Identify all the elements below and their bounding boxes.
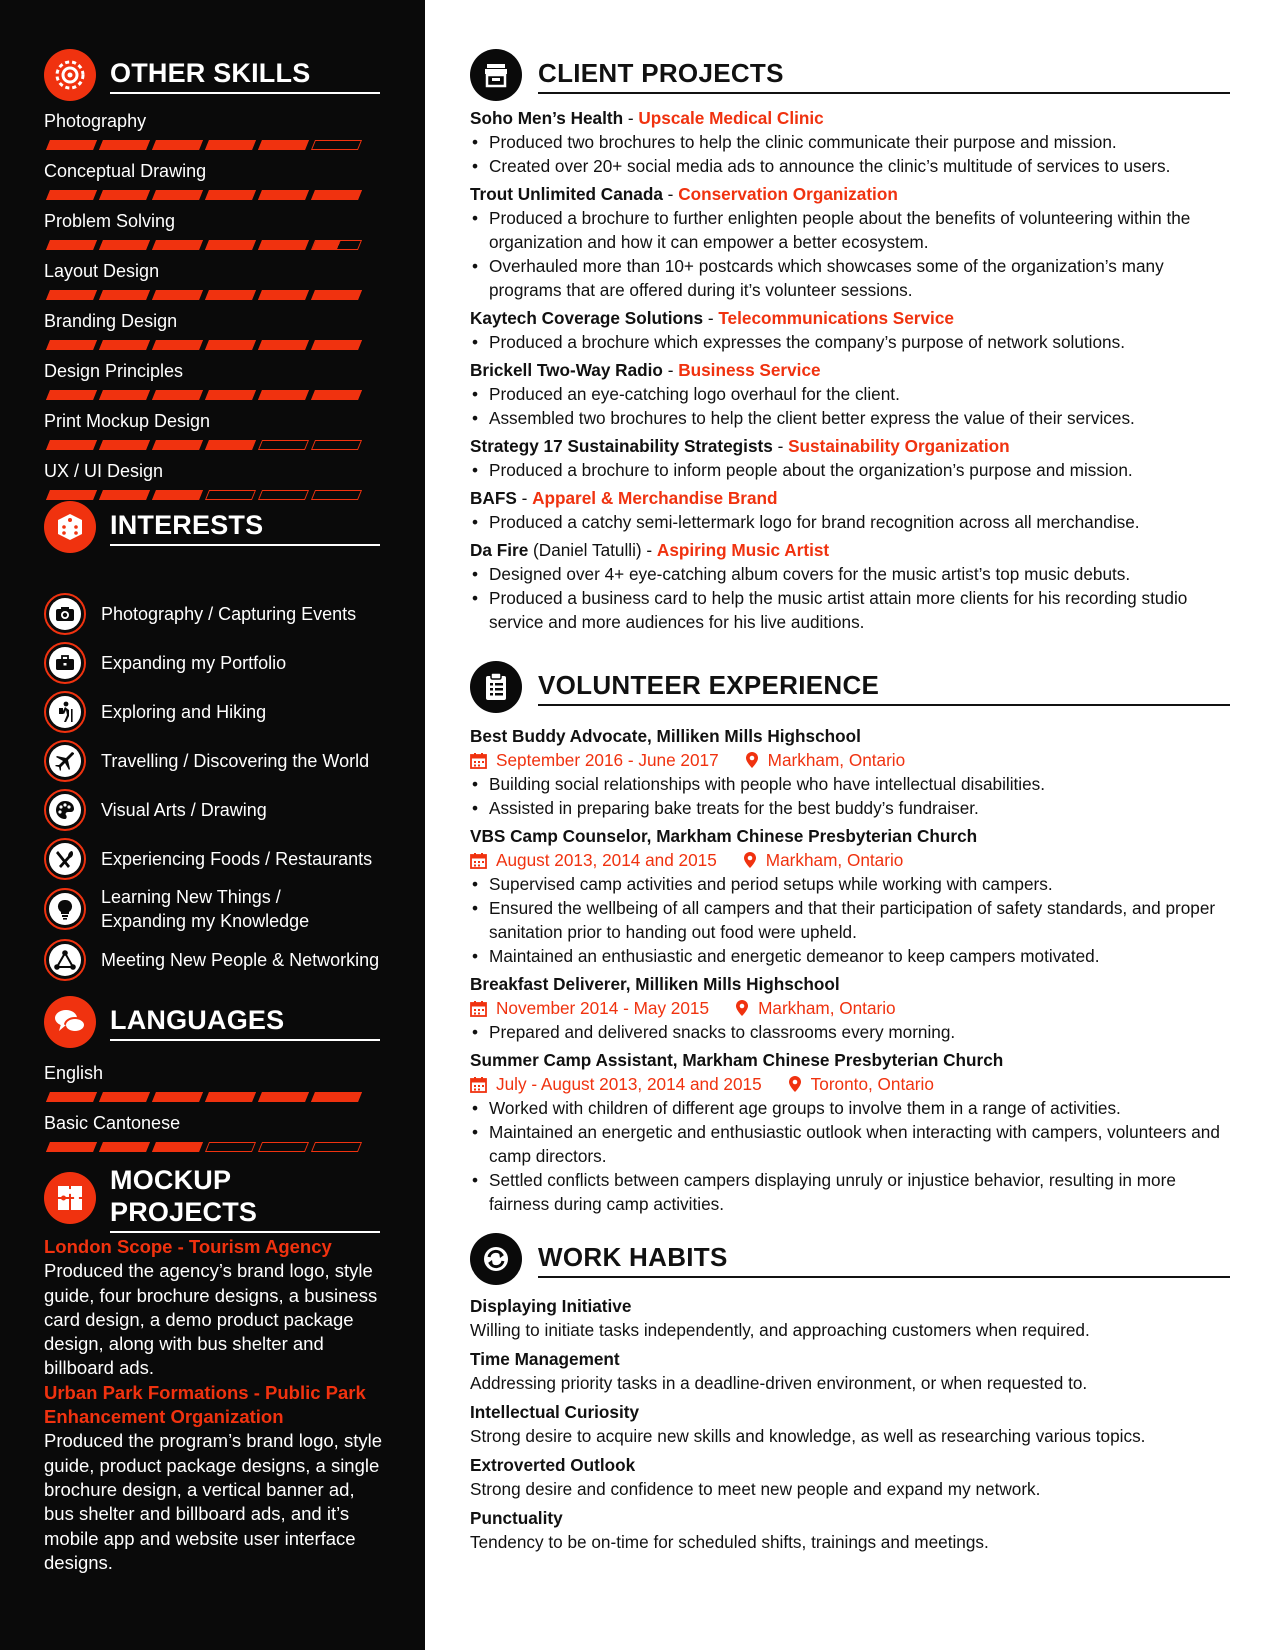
skill-level-segment: [205, 290, 256, 300]
volunteer-date-text: November 2014 - May 2015: [496, 998, 710, 1018]
skill-level-segment: [205, 190, 256, 200]
bullet-item: • Ensured the wellbeing of all campers and that their participation of safety standards, and proper sanitation prior to handing out food were upheld.: [470, 896, 1230, 944]
mockup-item: [44, 1235, 384, 1381]
bullet-list: [470, 1020, 1230, 1044]
bullet-item: • Produced two brochures to help the clinic communicate their purpose and mission.: [470, 130, 1230, 154]
interests-header: [44, 500, 380, 554]
mockup-desc: Produced the program’s brand logo, style guide, product package designs, a single brochure design, a vertical banner ad, bus shelter and billboard ads, and it’s mobile app and website user interface designs.: [44, 1430, 382, 1573]
bullet-item: • Assembled two brochures to help the client better express the value of their services.: [470, 406, 1230, 430]
skill-level-segment: [311, 240, 362, 250]
skill-level-bar: [44, 1092, 380, 1102]
work-habit-entry: [470, 1400, 1230, 1448]
client-project-heading: [470, 182, 1230, 206]
airplane-icon: [44, 740, 86, 782]
puzzle-icon: [44, 1172, 96, 1224]
interest-item: [44, 935, 384, 984]
client-category: Aspiring Music Artist: [656, 540, 830, 560]
skill-level-bar: [44, 190, 380, 200]
mockup-projects-header: [44, 1164, 380, 1227]
client-project-heading: [470, 358, 1230, 382]
volunteer-location-text: Markham, Ontario: [765, 850, 904, 870]
client-project-entry: [470, 358, 1230, 430]
skill-level-segment: [152, 340, 203, 350]
volunteer-date-text: August 2013, 2014 and 2015: [496, 850, 717, 870]
volunteer-date: [470, 996, 709, 1020]
client-category: Sustainability Organization: [788, 436, 1010, 456]
work-habit-desc: Strong desire to acquire new skills and knowledge, as well as researching various topics.: [470, 1426, 1146, 1446]
interest-item: [44, 687, 384, 736]
skill-level-segment: [205, 440, 256, 450]
client-project-heading: [470, 486, 1230, 510]
skill-item: [44, 110, 380, 160]
client-project-heading: [470, 306, 1230, 330]
volunteer-meta: [470, 748, 1230, 772]
volunteer-date: [470, 748, 719, 772]
interest-label: Travelling / Discovering the World: [101, 750, 370, 771]
client-name: Trout Unlimited Canada: [470, 184, 663, 204]
location-pin-icon: [735, 999, 758, 1017]
skill-item: [44, 210, 380, 260]
skill-level-segment: [205, 1092, 256, 1102]
skill-level-bar: [44, 1142, 380, 1152]
client-category: Upscale Medical Clinic: [638, 108, 824, 128]
briefcase-icon: [44, 642, 86, 684]
volunteer-title: VOLUNTEER EXPERIENCE: [538, 669, 1230, 706]
interest-label: Experiencing Foods / Restaurants: [101, 848, 373, 869]
lightbulb-icon: [44, 888, 86, 930]
bullet-list: [470, 206, 1230, 302]
sidebar: [0, 0, 425, 1650]
bullet-list: [470, 130, 1230, 178]
client-name: Brickell Two-Way Radio: [470, 360, 663, 380]
client-separator: -: [662, 184, 679, 204]
skill-level-segment: [152, 290, 203, 300]
volunteer-entry: [470, 824, 1230, 968]
volunteer-meta: [470, 848, 1230, 872]
skill-level-segment: [205, 390, 256, 400]
skill-label: Branding Design: [44, 311, 178, 331]
skill-level-bar: [44, 490, 380, 500]
interest-label: Learning New Things / Expanding my Knowledge: [101, 887, 310, 931]
work-habits-header: [470, 1232, 1230, 1286]
mockup-desc: Produced the agency’s brand logo, style guide, four brochure designs, a business card design, a demo product package design, along with bus shelter and billboard ads.: [44, 1260, 378, 1379]
client-project-entry: [470, 306, 1230, 354]
skill-label: Print Mockup Design: [44, 411, 211, 431]
client-project-heading: [470, 538, 1230, 562]
skill-item: [44, 360, 380, 410]
skill-level-segment: [311, 190, 362, 200]
calendar-icon: [470, 752, 496, 769]
mockup-org: Urban Park Formations - Public Park Enhancement Organization: [44, 1381, 366, 1428]
skill-item: [44, 260, 380, 310]
client-project-entry: [470, 486, 1230, 534]
palette-icon: [44, 789, 86, 831]
client-separator: -: [662, 360, 679, 380]
interest-item: [44, 834, 384, 883]
work-habit-desc: Addressing priority tasks in a deadline-driven environment, or when requested to.: [470, 1373, 1088, 1393]
interest-label: Meeting New People & Networking: [101, 949, 380, 970]
volunteer-date-text: September 2016 - June 2017: [496, 750, 719, 770]
skill-item: [44, 310, 380, 360]
bullet-item: • Prepared and delivered snacks to classrooms every morning.: [470, 1020, 1230, 1044]
other-skills-header: [44, 48, 380, 102]
skill-level-segment: [46, 490, 97, 500]
skill-level-segment: [258, 240, 309, 250]
volunteer-role: VBS Camp Counselor, Markham Chinese Presbyterian Church: [470, 826, 978, 846]
gears-icon: [44, 49, 96, 101]
skill-level-bar: [44, 340, 380, 350]
bullet-list: [470, 382, 1230, 430]
work-habit-title: Time Management: [470, 1349, 620, 1369]
interest-label: Photography / Capturing Events: [101, 603, 357, 624]
client-category: Apparel & Merchandise Brand: [532, 488, 778, 508]
skill-item: [44, 410, 380, 460]
client-projects-title: CLIENT PROJECTS: [538, 57, 1230, 94]
volunteer-location-text: Markham, Ontario: [767, 750, 906, 770]
hiker-icon: [44, 691, 86, 733]
skill-level-segment: [46, 440, 97, 450]
skill-level-segment: [152, 440, 203, 450]
bullet-item: • Designed over 4+ eye-catching album covers for the music artist’s top music debuts.: [470, 562, 1230, 586]
skill-level-segment: [99, 1142, 150, 1152]
volunteer-location-text: Toronto, Ontario: [810, 1074, 934, 1094]
bullet-item: • Overhauled more than 10+ postcards which showcases some of the organization’s many programs that are offered during it’s volunteer sessions.: [470, 254, 1230, 302]
work-habit-desc: Willing to initiate tasks independently, and approaching customers when required.: [470, 1320, 1090, 1340]
bullet-list: [470, 458, 1230, 482]
interests-list: [44, 589, 384, 984]
skill-label: Conceptual Drawing: [44, 161, 207, 181]
skill-level-segment: [258, 490, 309, 500]
volunteer-location: [735, 996, 896, 1020]
bullet-list: [470, 872, 1230, 968]
skill-level-segment: [311, 490, 362, 500]
skill-label: Problem Solving: [44, 211, 176, 231]
skill-level-segment: [311, 390, 362, 400]
client-separator: -: [772, 436, 789, 456]
languages-title: LANGUAGES: [110, 1004, 380, 1041]
interest-item: [44, 736, 384, 785]
client-category: Conservation Organization: [678, 184, 898, 204]
skill-level-segment: [99, 1092, 150, 1102]
volunteer-date: [470, 848, 717, 872]
bullet-item: • Settled conflicts between campers displaying unruly or injustice behavior, resulting in more fairness during camp activities.: [470, 1168, 1230, 1216]
client-project-entry: [470, 434, 1230, 482]
client-name: Soho Men’s Health: [470, 108, 624, 128]
volunteer-meta: [470, 1072, 1230, 1096]
skill-level-segment: [258, 390, 309, 400]
calendar-icon: [470, 1000, 496, 1017]
skill-level-segment: [311, 290, 362, 300]
skill-level-segment: [205, 340, 256, 350]
skill-label: UX / UI Design: [44, 461, 164, 481]
client-separator: -: [516, 488, 533, 508]
volunteer-location: [745, 748, 906, 772]
skill-level-segment: [152, 1142, 203, 1152]
skill-level-segment: [258, 290, 309, 300]
skill-level-segment: [152, 490, 203, 500]
work-habit-title: Displaying Initiative: [470, 1296, 632, 1316]
skill-level-segment: [99, 290, 150, 300]
skill-level-segment: [205, 1142, 256, 1152]
work-habit-entry: [470, 1294, 1230, 1342]
bullet-list: [470, 330, 1230, 354]
skill-level-segment: [46, 290, 97, 300]
volunteer-entry: [470, 724, 1230, 820]
skill-level-segment: [311, 1142, 362, 1152]
bullet-item: • Produced an eye-catching logo overhaul for the client.: [470, 382, 1230, 406]
skill-level-segment: [152, 240, 203, 250]
client-name: Kaytech Coverage Solutions: [470, 308, 704, 328]
skill-level-bar: [44, 140, 380, 150]
client-name: Da Fire: [470, 540, 529, 560]
location-pin-icon: [788, 1075, 811, 1093]
skill-level-segment: [99, 390, 150, 400]
bullet-item: • Created over 20+ social media ads to announce the clinic’s multitude of services to users.: [470, 154, 1230, 178]
bullet-item: • Building social relationships with people who have intellectual disabilities.: [470, 772, 1230, 796]
skill-level-segment: [46, 340, 97, 350]
language-label: Basic Cantonese: [44, 1113, 181, 1133]
skill-level-segment: [99, 440, 150, 450]
interest-item: [44, 589, 384, 638]
volunteer-entry: [470, 972, 1230, 1044]
client-separator: -: [623, 108, 639, 128]
client-category: Telecommunications Service: [718, 308, 954, 328]
bullet-list: [470, 1096, 1230, 1216]
mockup-projects-title: MOCKUP PROJECTS: [110, 1164, 380, 1233]
bullet-item: • Produced a brochure to inform people about the organization’s purpose and mission.: [470, 458, 1230, 482]
work-habit-title: Punctuality: [470, 1508, 563, 1528]
dice-icon: [44, 501, 96, 553]
skill-level-segment: [311, 440, 362, 450]
language-label: English: [44, 1063, 104, 1083]
skill-level-segment: [205, 140, 256, 150]
skill-level-segment: [46, 390, 97, 400]
skill-level-segment: [258, 1142, 309, 1152]
bullet-list: [470, 510, 1230, 534]
work-habit-desc: Strong desire and confidence to meet new people and expand my network.: [470, 1479, 1041, 1499]
volunteer-location-text: Markham, Ontario: [758, 998, 896, 1018]
skill-level-bar: [44, 240, 380, 250]
skill-level-bar: [44, 440, 380, 450]
location-pin-icon: [745, 751, 768, 769]
skill-level-segment: [46, 240, 97, 250]
bullet-item: • Assisted in preparing bake treats for the best buddy’s fundraiser.: [470, 796, 1230, 820]
skill-level-segment: [152, 390, 203, 400]
other-skills-title: OTHER SKILLS: [110, 57, 380, 94]
skill-level-segment: [258, 440, 309, 450]
languages-header: [44, 995, 380, 1049]
volunteer-date: [470, 1072, 762, 1096]
skill-level-segment: [258, 1092, 309, 1102]
skill-item: [44, 160, 380, 210]
bullet-item: • Produced a business card to help the music artist attain more clients for his recording studio service and more audiences for his live auditions.: [470, 586, 1230, 634]
skill-label: Layout Design: [44, 261, 160, 281]
storefront-icon: [470, 49, 522, 101]
calendar-icon: [470, 1076, 496, 1093]
mockup-org: London Scope - Tourism Agency: [44, 1236, 332, 1257]
volunteer-entry: [470, 1048, 1230, 1216]
work-habits-title: WORK HABITS: [538, 1241, 1230, 1278]
skill-level-segment: [152, 190, 203, 200]
skills-list: [44, 110, 380, 510]
location-pin-icon: [743, 851, 766, 869]
work-habit-entry: [470, 1347, 1230, 1395]
skill-level-segment: [258, 140, 309, 150]
client-name: BAFS: [470, 488, 517, 508]
bullet-item: • Produced a brochure which expresses the company’s purpose of network solutions.: [470, 330, 1230, 354]
client-project-entry: [470, 182, 1230, 302]
skill-level-segment: [205, 240, 256, 250]
bullet-item: • Produced a brochure to further enlighten people about the benefits of volunteering within the organization and how it can empower a better ecosystem.: [470, 206, 1230, 254]
utensils-icon: [44, 838, 86, 880]
camera-icon: [44, 593, 86, 635]
skill-level-bar: [44, 290, 380, 300]
interests-title: INTERESTS: [110, 509, 380, 546]
volunteer-date-text: July - August 2013, 2014 and 2015: [496, 1074, 762, 1094]
skill-level-segment: [99, 140, 150, 150]
client-project-entry: [470, 538, 1230, 634]
work-habit-entry: [470, 1453, 1230, 1501]
bullet-list: [470, 772, 1230, 820]
bullet-list: [470, 562, 1230, 634]
skill-level-segment: [205, 490, 256, 500]
interest-label: Exploring and Hiking: [101, 701, 267, 722]
volunteer-list: [470, 724, 1230, 1220]
skill-level-segment: [99, 240, 150, 250]
client-project-entry: [470, 106, 1230, 178]
volunteer-role: Breakfast Deliverer, Milliken Mills Highschool: [470, 974, 840, 994]
client-separator: (Daniel Tatulli) -: [528, 540, 657, 560]
skill-label: Design Principles: [44, 361, 184, 381]
bullet-item: • Maintained an enthusiastic and energetic demeanor to keep campers motivated.: [470, 944, 1230, 968]
client-project-heading: [470, 434, 1230, 458]
skill-level-segment: [46, 140, 97, 150]
skill-level-bar: [44, 390, 380, 400]
language-item: [44, 1112, 380, 1162]
skill-level-segment: [311, 1092, 362, 1102]
skill-level-segment: [99, 340, 150, 350]
skill-level-segment: [152, 140, 203, 150]
interest-item: [44, 638, 384, 687]
client-separator: -: [703, 308, 719, 328]
bullet-item: • Worked with children of different age groups to involve them in a range of activities.: [470, 1096, 1230, 1120]
volunteer-header: [470, 660, 1230, 714]
client-name: Strategy 17 Sustainability Strategists: [470, 436, 773, 456]
interest-item: [44, 785, 384, 834]
refresh-icon: [470, 1233, 522, 1285]
work-habits-list: [470, 1294, 1230, 1559]
bullet-item: • Maintained an energetic and enthusiastic outlook when interacting with campers, volunteers and camp directors.: [470, 1120, 1230, 1168]
bullet-item: • Supervised camp activities and period setups while working with campers.: [470, 872, 1230, 896]
skill-level-segment: [152, 1092, 203, 1102]
skill-level-segment: [311, 340, 362, 350]
skill-level-segment: [311, 140, 362, 150]
volunteer-location: [788, 1072, 934, 1096]
skill-level-segment: [46, 190, 97, 200]
volunteer-location: [743, 848, 904, 872]
work-habit-desc: Tendency to be on-time for scheduled shifts, trainings and meetings.: [470, 1532, 989, 1552]
client-project-heading: [470, 106, 1230, 130]
bullet-item: • Produced a catchy semi-lettermark logo for brand recognition across all merchandise.: [470, 510, 1230, 534]
volunteer-role: Summer Camp Assistant, Markham Chinese Presbyterian Church: [470, 1050, 1004, 1070]
interest-label: Expanding my Portfolio: [101, 652, 287, 673]
work-habit-entry: [470, 1506, 1230, 1554]
skill-level-segment: [46, 1092, 97, 1102]
languages-list: [44, 1062, 380, 1162]
client-projects-list: [470, 106, 1230, 638]
mockup-item: [44, 1381, 384, 1575]
clipboard-icon: [470, 661, 522, 713]
volunteer-meta: [470, 996, 1230, 1020]
work-habit-title: Extroverted Outlook: [470, 1455, 636, 1475]
calendar-icon: [470, 852, 496, 869]
work-habit-title: Intellectual Curiosity: [470, 1402, 640, 1422]
skill-label: Photography: [44, 111, 147, 131]
interest-item: [44, 883, 384, 935]
client-category: Business Service: [678, 360, 821, 380]
mockup-projects-list: [44, 1235, 384, 1575]
skill-level-segment: [46, 1142, 97, 1152]
skill-level-segment: [258, 190, 309, 200]
language-item: [44, 1062, 380, 1112]
skill-level-segment: [258, 340, 309, 350]
volunteer-role: Best Buddy Advocate, Milliken Mills Highschool: [470, 726, 861, 746]
skill-level-segment: [99, 190, 150, 200]
interest-label: Visual Arts / Drawing: [101, 799, 267, 820]
client-projects-header: [470, 48, 1230, 102]
network-icon: [44, 939, 86, 981]
skill-level-segment: [99, 490, 150, 500]
speech-bubbles-icon: [44, 996, 96, 1048]
